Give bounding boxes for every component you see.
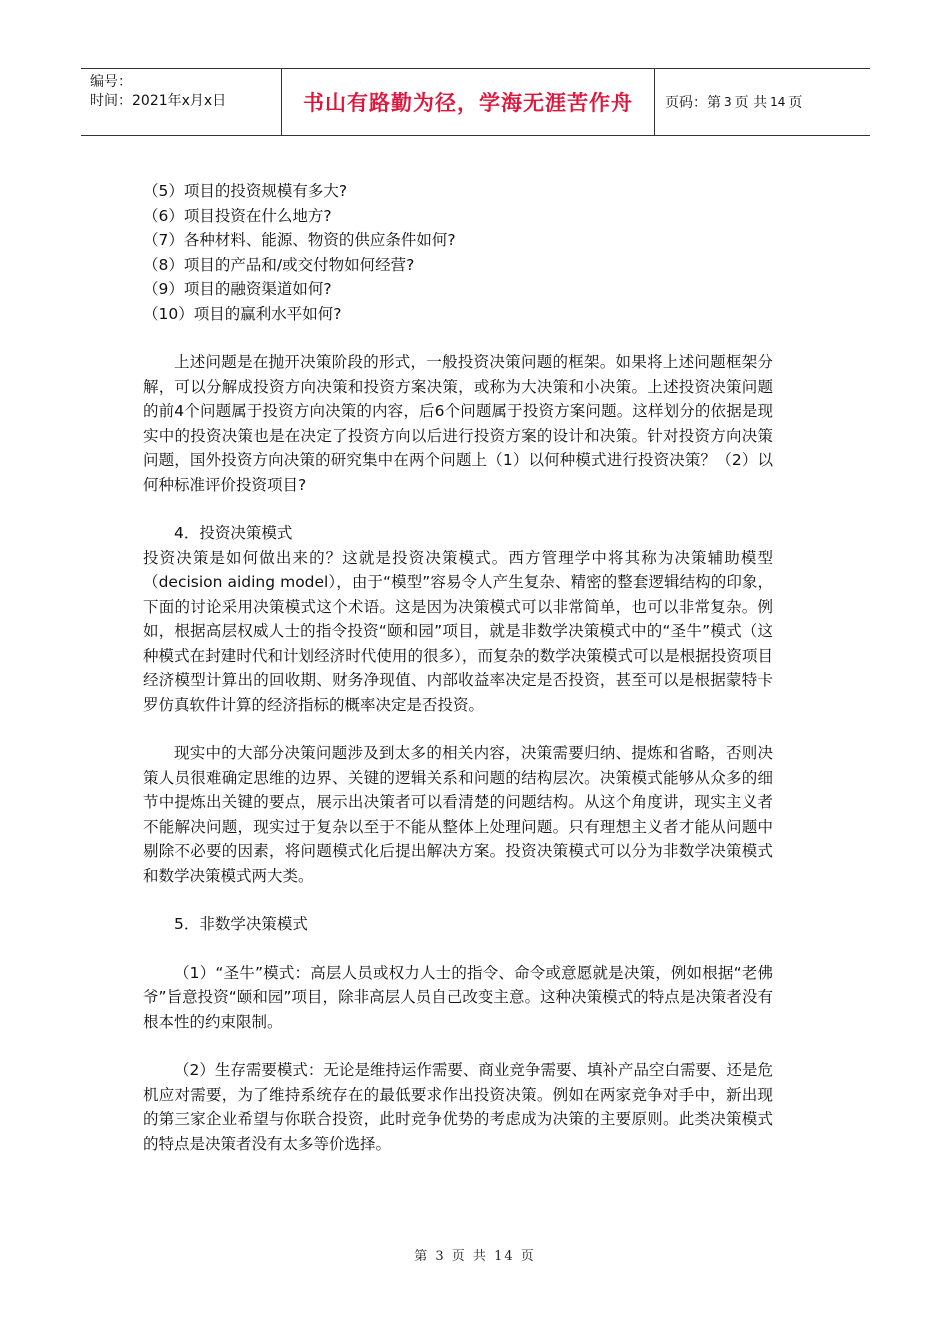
serial-label: 编号： <box>90 74 132 90</box>
section-heading-5: 5．非数学决策模式 <box>174 915 308 933</box>
footer-suffix: 页 <box>520 1249 536 1264</box>
question-item: （9）项目的融资渠道如何? <box>143 280 332 298</box>
question-item: （10）项目的赢利水平如何? <box>143 304 342 323</box>
header-motto-cell <box>282 69 655 135</box>
page-prefix: 页码：第 <box>665 95 721 111</box>
spacer <box>143 937 773 961</box>
page-mid: 页 共 <box>734 95 768 111</box>
document-body <box>143 179 773 1156</box>
spacer <box>143 717 773 741</box>
question-item: （7）各种材料、能源、物资的供应条件如何? <box>143 231 456 249</box>
page-header <box>81 68 870 136</box>
header-page-cell <box>655 69 870 135</box>
spacer <box>143 1034 773 1058</box>
section-heading-4: 4．投资决策模式 <box>174 524 293 542</box>
question-item: （5）项目的投资规模有多大? <box>143 182 348 200</box>
header-meta-cell <box>81 69 282 135</box>
page-total: 14 <box>770 95 786 109</box>
question-item: （6）项目投资在什么地方? <box>143 206 332 225</box>
footer-prefix: 第 <box>414 1249 430 1264</box>
question-item: （8）项目的产品和/或交付物如何经营? <box>143 255 415 274</box>
page-current: 3 <box>724 95 732 109</box>
motto-text: 书山有路勤为径，学海无涯苦作舟 <box>303 90 633 115</box>
spacer <box>143 497 773 521</box>
spacer <box>143 888 773 912</box>
paragraph-decision-framework: 上述问题是在抛开决策阶段的形式，一般投资决策问题的框架。如果将上述问题框架分解，可以分解成投资方向决策和投资方案决策，或称为大决策和小决策。上述投资决策问题的前4个问题属于投资方向决策的内容，后6个问题属于投资方案问题。这样划分的依据是现实中的投资决策也是在决定了投资方向以后进行投资方案的设计和决策。针对投资方向决策问题，国外投资方向决策的研究集中在两个问题上（1）以何种模式进行投资决策？（2）以何种标准评价投资项目? <box>143 353 773 494</box>
paragraph-decision-model: 投资决策是如何做出来的？这就是投资决策模式。西方管理学中将其称为决策辅助模型（decision aiding model），由于“模型”容易令人产生复杂、精密的整套逻辑结构的印象，下面的讨论采用决策模式这个术语。这是因为决策模式可以非常简单，也可以非常复杂。例如，根据高层权威人士的指令投资“颐和园”项目，就是非数学决策模式中的“圣牛”模式（这种模式在封建时代和计划经济时代使用的很多），而复杂的数学决策模式可以是根据投资项目经济模型计算出的回收期、财务净现值、内部收益率决定是否投资，甚至可以是根据蒙特卡罗仿真软件计算的经济指标的概率决定是否投资。 <box>143 548 773 714</box>
time-label: 时间：2021年x月x日 <box>90 93 227 109</box>
footer-mid: 页 共 <box>451 1249 488 1264</box>
paragraph-realism: 现实中的大部分决策问题涉及到太多的相关内容，决策需要归纳、提炼和省略，否则决策人员很难确定思维的边界、关键的逻辑关系和问题的结构层次。决策模式能够从众多的细节中提炼出关键的要点，展示出决策者可以看清楚的问题结构。从这个角度讲，现实主义者不能解决问题，现实过于复杂以至于不能从整体上处理问题。只有理想主义者才能从问题中剔除不必要的因素，将问题模式化后提出解决方案。投资决策模式可以分为非数学决策模式和数学决策模式两大类。 <box>143 744 773 885</box>
paragraph-survival-needs: （2）生存需要模式：无论是维持运作需要、商业竞争需要、填补产品空白需要、还是危机应对需要，为了维持系统存在的最低要求作出投资决策。例如在两家竞争对手中，新出现的第三家企业希望与你联合投资，此时竞争优势的考虑成为决策的主要原则。此类决策模式的特点是决策者没有太多等价选择。 <box>143 1061 773 1153</box>
paragraph-sacred-cow: （1）“圣牛”模式：高层人员或权力人士的指令、命令或意愿就是决策，例如根据“老佛爷”旨意投资“颐和园”项目，除非高层人员自己改变主意。这种决策模式的特点是决策者没有根本性的约束限制。 <box>143 963 773 1031</box>
footer-total: 14 <box>494 1249 515 1264</box>
page-suffix: 页 <box>788 95 803 111</box>
spacer <box>143 326 773 350</box>
footer-current: 3 <box>435 1249 446 1264</box>
page-footer <box>0 1245 950 1264</box>
